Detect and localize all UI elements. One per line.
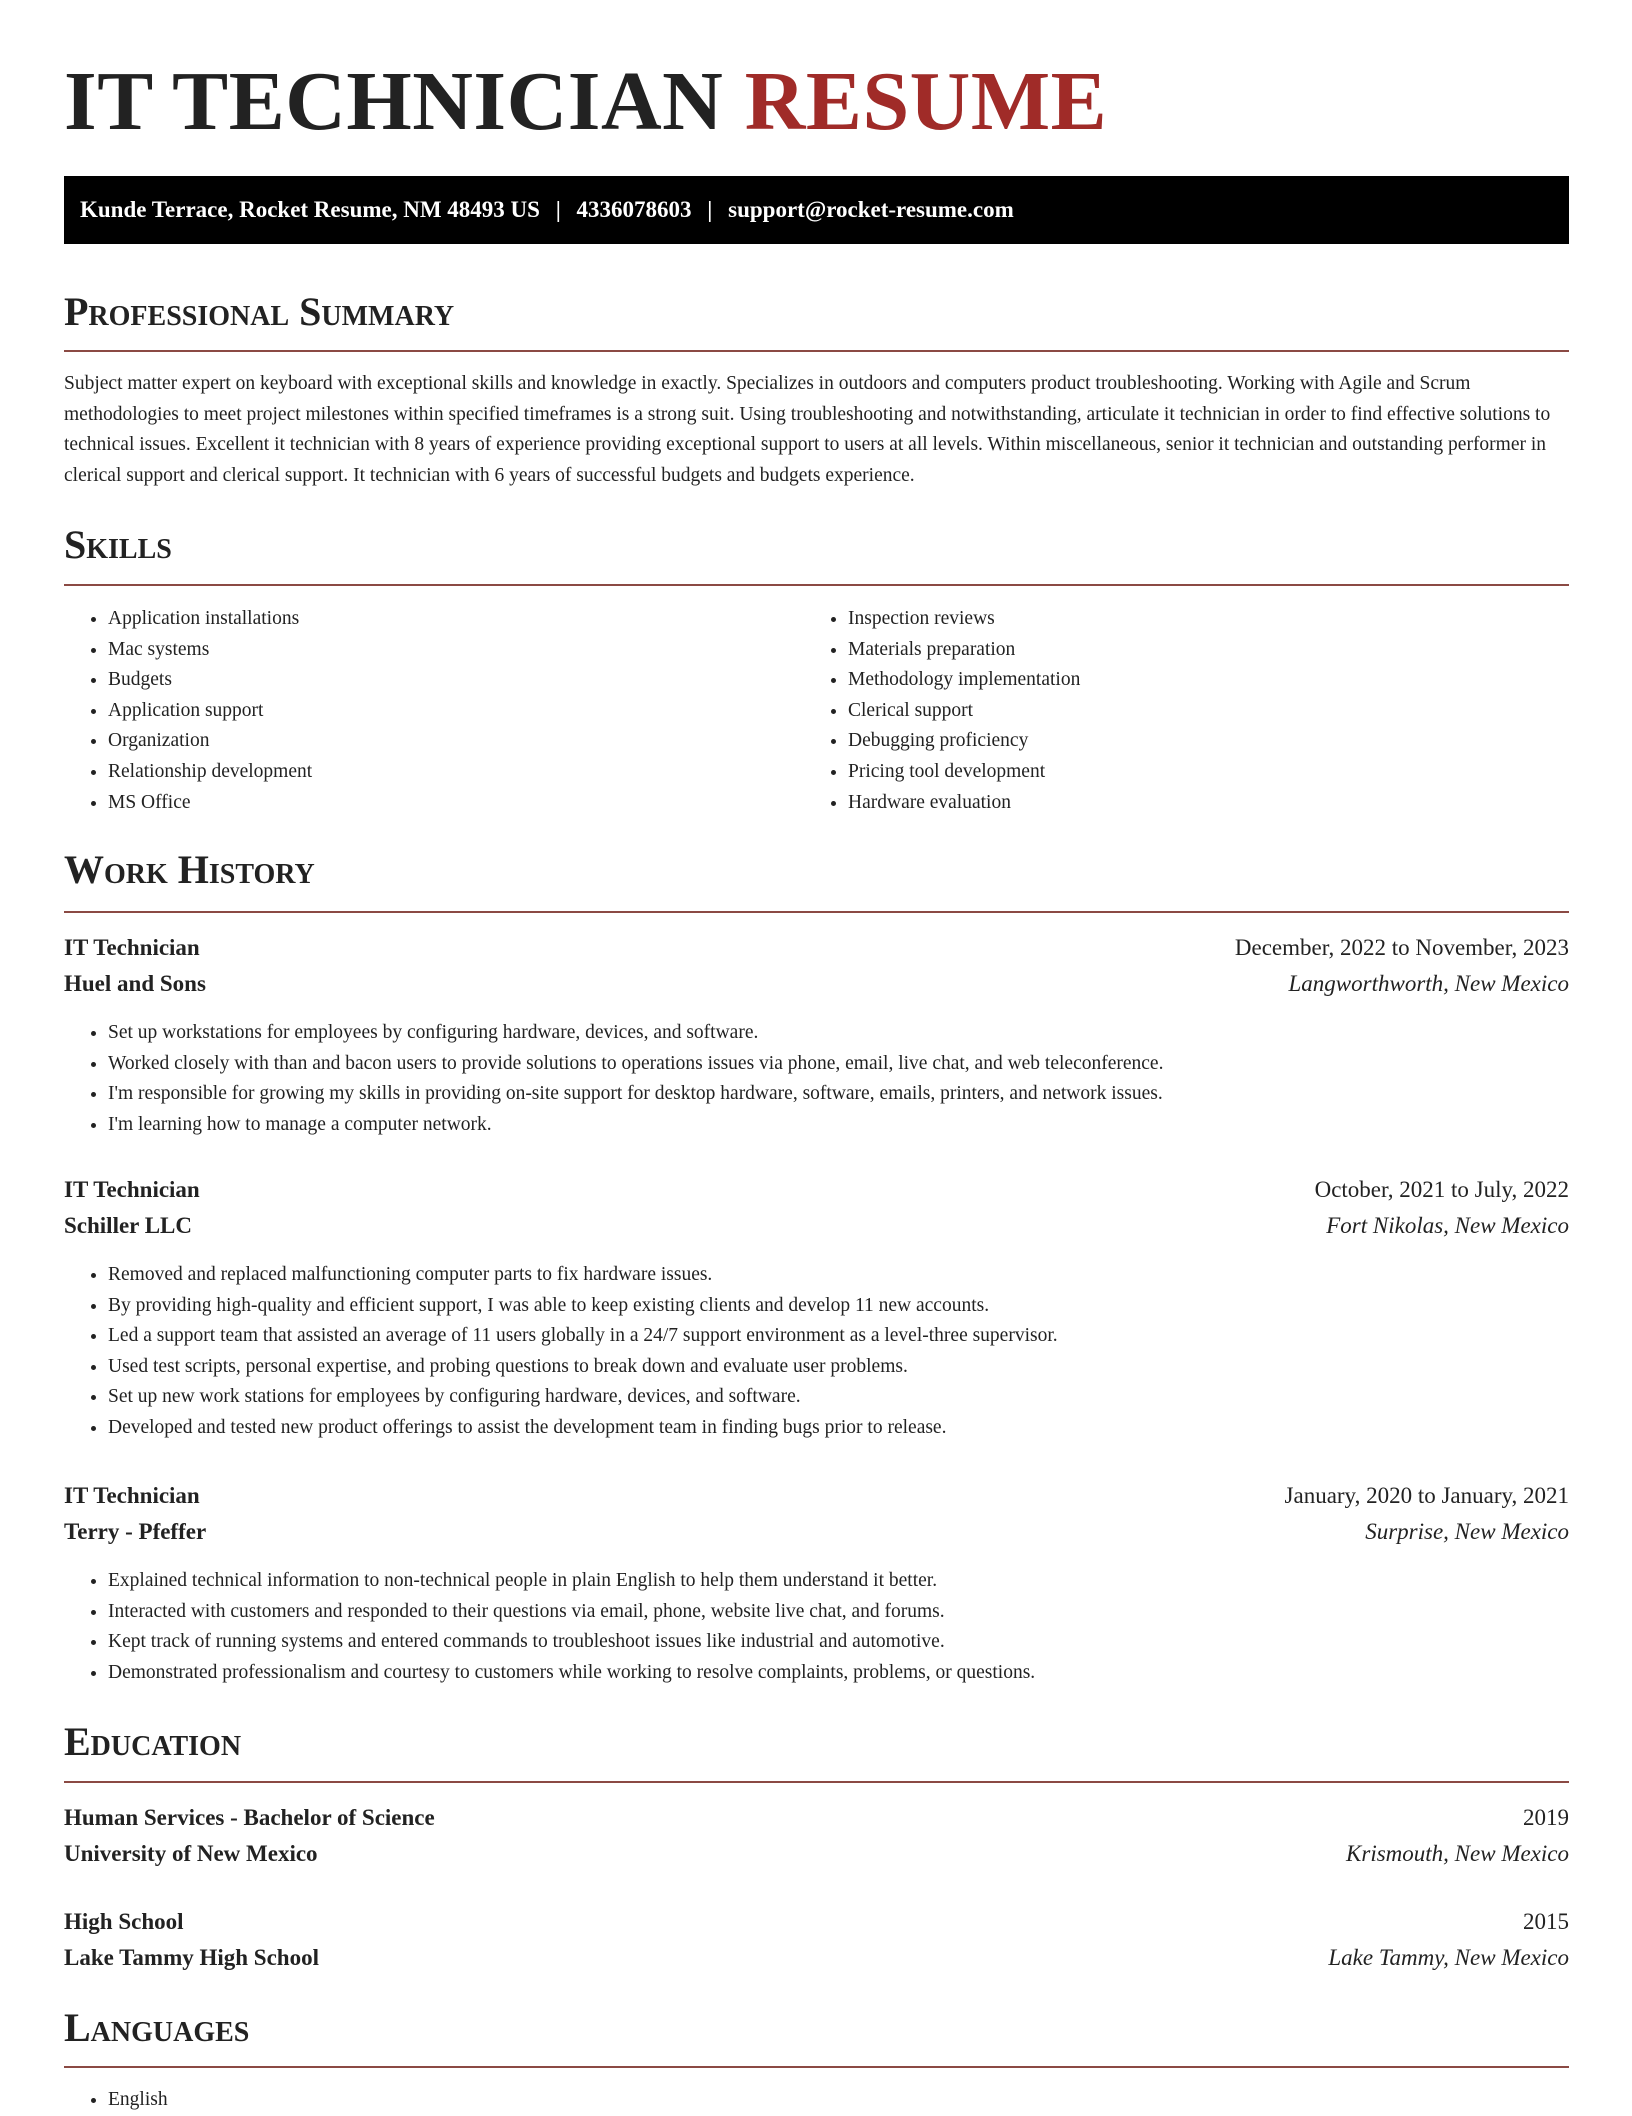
contact-separator: | <box>707 197 713 222</box>
skill-item: • Hardware evaluation <box>848 788 1548 819</box>
education-year: 2015 <box>1523 1909 1569 1934</box>
education-subheader <box>64 1836 1569 1872</box>
summary-heading: Professional Summary <box>64 289 455 334</box>
job-header <box>64 1172 1569 1208</box>
title-resume-word: RESUME <box>744 55 1108 148</box>
education-header <box>64 1800 1569 1836</box>
job-bullet: • I'm responsible for growing my skills in providing on-site support for desktop hardware, software, emails, printers, and network issues. <box>108 1079 1568 1110</box>
job-subheader <box>64 1208 1569 1244</box>
education-degree: Human Services - Bachelor of Science <box>64 1805 435 1830</box>
job-bullet: • By providing high-quality and efficient support, I was able to keep existing clients and develop 11 new accounts. <box>108 1291 1568 1322</box>
job-company: Terry - Pfeffer <box>64 1519 207 1544</box>
job-title: IT Technician <box>64 1177 200 1202</box>
job-bullet: • Removed and replaced malfunctioning computer parts to fix hardware issues. <box>108 1260 1568 1291</box>
job-company: Huel and Sons <box>64 971 206 996</box>
job-dates: January, 2020 to January, 2021 <box>1284 1483 1569 1508</box>
job-location: Surprise, New Mexico <box>1365 1519 1569 1544</box>
education-school: Lake Tammy High School <box>64 1945 319 1970</box>
job-company: Schiller LLC <box>64 1213 193 1238</box>
job-bullet: • Interacted with customers and responded to their questions via email, phone, website live chat, and forums. <box>108 1597 1568 1628</box>
education-heading: Education <box>64 1719 242 1764</box>
contact-bar <box>64 176 1569 244</box>
job-bullets <box>64 1018 1568 1140</box>
skill-item: • Debugging proficiency <box>848 726 1548 757</box>
section-divider <box>64 350 1569 352</box>
skill-item: • Application installations <box>108 604 808 635</box>
job-header <box>64 930 1569 966</box>
contact-phone[interactable]: 4336078603 <box>576 197 692 222</box>
skill-item: • Materials preparation <box>848 635 1548 666</box>
skills-list-right <box>804 604 1548 818</box>
language-item: • English <box>108 2085 808 2116</box>
job-bullet: • Led a support team that assisted an average of 11 users globally in a 24/7 support environment as a level-three supervisor. <box>108 1321 1568 1352</box>
job-bullets <box>64 1260 1568 1444</box>
education-location: Lake Tammy, New Mexico <box>1328 1945 1569 1970</box>
section-divider <box>64 2066 1569 2068</box>
contact-email[interactable]: support@rocket-resume.com <box>728 197 1014 222</box>
education-year: 2019 <box>1523 1805 1569 1830</box>
resume-title <box>64 52 1107 152</box>
section-divider <box>64 1781 1569 1783</box>
job-subheader <box>64 1514 1569 1550</box>
job-bullet: • I'm learning how to manage a computer network. <box>108 1110 1568 1141</box>
job-bullet: • Explained technical information to non-technical people in plain English to help them understand it better. <box>108 1566 1568 1597</box>
job-location: Langworthworth, New Mexico <box>1288 971 1569 996</box>
education-subheader <box>64 1940 1569 1976</box>
contact-address: Kunde Terrace, Rocket Resume, NM 48493 US <box>80 197 540 222</box>
job-title: IT Technician <box>64 1483 200 1508</box>
job-location: Fort Nikolas, New Mexico <box>1326 1213 1569 1238</box>
skill-item: • Organization <box>108 726 808 757</box>
job-bullet: • Kept track of running systems and entered commands to troubleshoot issues like industrial and automotive. <box>108 1627 1568 1658</box>
skill-item: • Inspection reviews <box>848 604 1548 635</box>
section-divider <box>64 911 1569 913</box>
job-title: IT Technician <box>64 935 200 960</box>
work-history-heading: Work History <box>64 847 315 892</box>
languages-heading: Languages <box>64 2005 250 2050</box>
skill-item: • Clerical support <box>848 696 1548 727</box>
job-dates: December, 2022 to November, 2023 <box>1234 935 1569 960</box>
skill-item: • Mac systems <box>108 635 808 666</box>
skill-item: • Budgets <box>108 665 808 696</box>
job-subheader <box>64 966 1569 1002</box>
job-dates: October, 2021 to July, 2022 <box>1314 1177 1569 1202</box>
job-bullet: • Worked closely with than and bacon users to provide solutions to operations issues via phone, email, live chat, and web teleconference. <box>108 1049 1568 1080</box>
education-header <box>64 1904 1569 1940</box>
job-bullet: • Demonstrated professionalism and courtesy to customers while working to resolve complaints, problems, or questions. <box>108 1658 1568 1689</box>
education-school: University of New Mexico <box>64 1841 318 1866</box>
education-location: Krismouth, New Mexico <box>1346 1841 1569 1866</box>
summary-text: Subject matter expert on keyboard with exceptional skills and knowledge in exactly. Specializes in outdoors and computers product troubleshooting. Working with Agile and Scrum methodologies to meet project milestones within specified timeframes is a strong suit. Using troubleshooting and notwithstanding, articulate it technician in order to find effective solutions to technical issues. Excellent it technician with 8 years of experience providing exceptional support to users at all levels. Within miscellaneous, senior it technician and outstanding performer in clerical support and clerical support. It technician with 6 years of successful budgets and budgets experience. <box>64 373 1551 486</box>
languages-list <box>64 2085 808 2116</box>
skills-heading: Skills <box>64 522 172 567</box>
skill-item: • Relationship development <box>108 757 808 788</box>
job-bullet: • Developed and tested new product offerings to assist the development team in finding bugs prior to release. <box>108 1413 1568 1444</box>
skill-item: • Methodology implementation <box>848 665 1548 696</box>
job-bullet: • Set up new work stations for employees by configuring hardware, devices, and software. <box>108 1382 1568 1413</box>
skill-item: • Application support <box>108 696 808 727</box>
contact-separator: | <box>555 197 561 222</box>
job-bullets <box>64 1566 1568 1688</box>
title-job: IT TECHNICIAN <box>64 55 724 148</box>
job-bullet: • Set up workstations for employees by configuring hardware, devices, and software. <box>108 1018 1568 1049</box>
job-bullet: • Used test scripts, personal expertise, and probing questions to break down and evaluate user problems. <box>108 1352 1568 1383</box>
skill-item: • MS Office <box>108 788 808 819</box>
skill-item: • Pricing tool development <box>848 757 1548 788</box>
section-divider <box>64 584 1569 586</box>
education-degree: High School <box>64 1909 184 1934</box>
job-header <box>64 1478 1569 1514</box>
skills-list-left <box>64 604 808 818</box>
